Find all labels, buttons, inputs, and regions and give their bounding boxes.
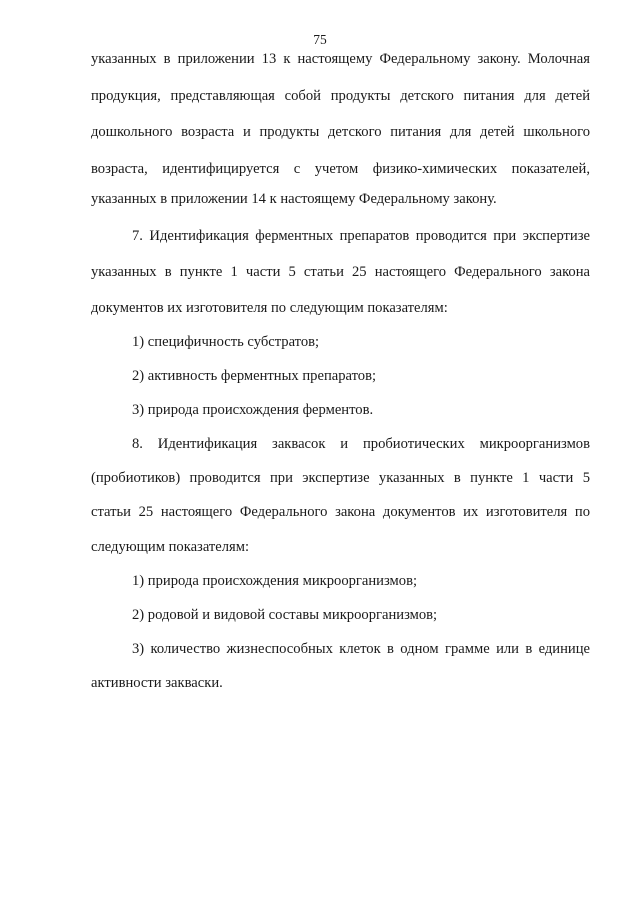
page-number: 75 [313, 32, 327, 47]
text-line: возраста, идентифицируется с учетом физико-химических показателей, [91, 161, 590, 177]
text-line: статьи 25 настоящего Федерального закона документов их изготовителя по [91, 504, 590, 520]
text-line: 7. Идентификация ферментных препаратов проводится при экспертизе [132, 228, 590, 244]
text-line: указанных в приложении 13 к настоящему Федеральному закону. Молочная [91, 51, 590, 67]
text-line: указанных в приложении 14 к настоящему Федеральному закону. [91, 191, 497, 207]
list-item: 2) активность ферментных препаратов; [132, 368, 377, 384]
text-line: указанных в пункте 1 части 5 статьи 25 настоящего Федерального закона [91, 264, 590, 280]
list-item: 3) природа происхождения ферментов. [132, 402, 374, 418]
list-item: 3) количество жизнеспособных клеток в одном грамме или в единице [132, 641, 590, 657]
text-line: следующим показателям: [91, 539, 250, 555]
text-line: активности закваски. [91, 675, 223, 691]
list-item: 2) родовой и видовой составы микроорганизмов; [132, 607, 438, 623]
text-line: продукция, представляющая собой продукты детского питания для детей [91, 88, 590, 104]
text-line: (пробиотиков) проводится при экспертизе указанных в пункте 1 части 5 [91, 470, 590, 486]
text-line: дошкольного возраста и продукты детского питания для детей школьного [91, 124, 590, 140]
list-item: 1) природа происхождения микроорганизмов; [132, 573, 418, 589]
text-line: документов их изготовителя по следующим показателям: [91, 300, 448, 316]
text-line: 8. Идентификация заквасок и пробиотических микроорганизмов [132, 436, 590, 452]
list-item: 1) специфичность субстратов; [132, 334, 320, 350]
